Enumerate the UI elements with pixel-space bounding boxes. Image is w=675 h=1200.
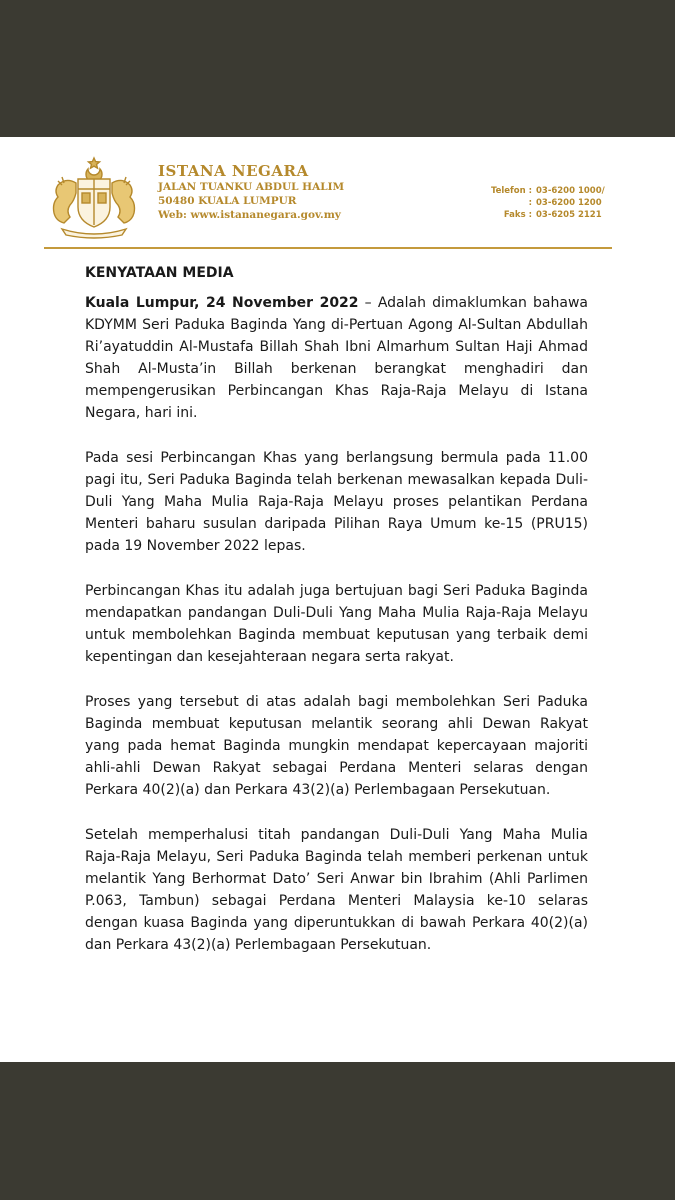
press-release-page — [0, 137, 675, 1062]
document-title: KENYATAAN MEDIA — [85, 265, 234, 281]
document-body — [85, 292, 588, 979]
contact-label: Faks : — [503, 210, 532, 220]
contact-block — [472, 185, 605, 221]
website: Web: www.istananegara.gov.my — [158, 209, 341, 221]
top-dark-band — [0, 0, 675, 137]
contact-row-faks — [472, 209, 605, 221]
paragraph-1 — [85, 292, 588, 424]
address-line-1: JALAN TUANKU ABDUL HALIM — [158, 181, 345, 193]
paragraph-1-text: – Adalah dimaklumkan bahawa KDYMM Seri Paduka Baginda Yang di-Pertuan Agong Al-Sultan Abdullah Ri’ayatuddin Al-Mustafa Billah Shah Ibni Almarhum Sultan Haji Ahmad Shah Al-Musta’in Billah berkenan berangkat menghadiri dan mempengerusikan Perbincangan Khas Raja-Raja Melayu di Istana Negara, hari ini. — [85, 295, 588, 421]
letterhead — [158, 162, 344, 222]
contact-label: Telefon : — [490, 186, 532, 196]
contact-row-telefon — [472, 185, 605, 197]
royal-coat-of-arms-icon — [44, 155, 144, 239]
paragraph-2: Pada sesi Perbincangan Khas yang berlangsung bermula pada 11.00 pagi itu, Seri Paduka Baginda telah berkenan mewasalkan kepada Duli-Duli Yang Maha Mulia Raja-Raja Melayu proses pelantikan Perdana Menteri baharu susulan daripada Pilihan Raya Umum ke-15 (PRU15) pada 19 November 2022 lepas. — [85, 450, 588, 554]
paragraph-4: Proses yang tersebut di atas adalah bagi membolehkan Seri Paduka Baginda membuat keputusan melantik seorang ahli Dewan Rakyat yang pada hemat Baginda mungkin mendapat kepercayaan majoriti ahli-ahli Dewan Rakyat sebagai Perdana Menteri selaras dengan Perkara 40(2)(a) dan Perkara 43(2)(a) Perlembagaan Persekutuan. — [85, 694, 588, 798]
dateline: Kuala Lumpur, 24 November 2022 — [85, 295, 359, 311]
paragraph-5: Setelah memperhalusi titah pandangan Duli-Duli Yang Maha Mulia Raja-Raja Melayu, Seri Paduka Baginda telah memberi perkenan untuk melantik Yang Berhormat Dato’ Seri Anwar bin Ibrahim (Ahli Parlimen P.063, Tambun) sebagai Perdana Menteri Malaysia ke-10 selaras dengan kuasa Baginda yang diperuntukkan di bawah Perkara 40(2)(a) dan Perkara 43(2)(a) Perlembagaan Persekutuan. — [85, 827, 588, 953]
contact-value: 03-6200 1000/ — [536, 186, 605, 196]
address-line-2: 50480 KUALA LUMPUR — [158, 195, 297, 207]
contact-label: : — [528, 198, 532, 208]
paragraph-3: Perbincangan Khas itu adalah juga bertujuan bagi Seri Paduka Baginda mendapatkan pandangan Duli-Duli Yang Maha Mulia Raja-Raja Melayu untuk membolehkan Baginda membuat keputusan yang terbaik demi kepentingan dan kesejahteraan negara serta rakyat. — [85, 583, 588, 665]
org-name: ISTANA NEGARA — [158, 162, 309, 180]
letterhead-divider — [44, 247, 612, 249]
contact-value: 03-6200 1200 — [536, 198, 602, 208]
bottom-dark-band — [0, 1062, 675, 1200]
contact-row-telefon-2 — [472, 197, 605, 209]
contact-value: 03-6205 2121 — [536, 210, 602, 220]
